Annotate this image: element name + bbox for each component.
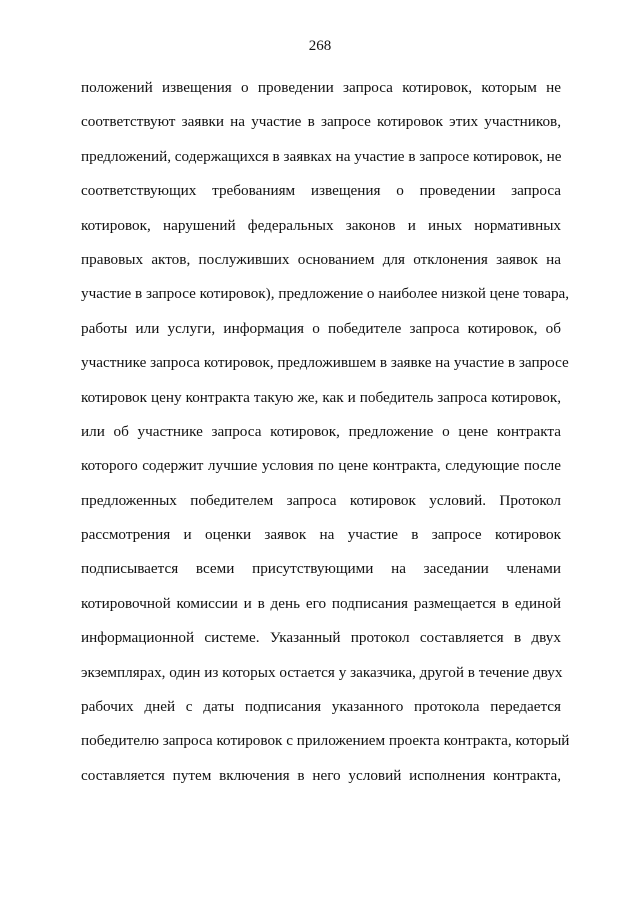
text-line: предложений, содержащихся в заявках на участие в запросе котировок, не (81, 147, 562, 165)
text-line: соответствуют заявки на участие в запросе котировок этих участников, (81, 113, 561, 131)
text-line: положений извещения о проведении запроса котировок, которым не (81, 79, 561, 96)
text-line: победителю запроса котировок с приложением проекта контракта, который (81, 732, 570, 750)
text-line: правовых актов, послуживших основанием для отклонения заявок на (81, 250, 561, 268)
text-line: информационной системе. Указанный протокол составляется в двух (81, 629, 561, 647)
text-line: рассмотрения и оценки заявок на участие в запросе котировок (81, 526, 561, 544)
text-line: или об участнике запроса котировок, предложение о цене контракта (81, 422, 561, 440)
text-line: котировок, нарушений федеральных законов и иных нормативных (81, 216, 561, 234)
text-line: участие в запросе котировок), предложение о наиболее низкой цене товара, (81, 285, 570, 303)
text-line: экземплярах, один из которых остается у заказчика, другой в течение двух (81, 663, 563, 681)
page-number: 268 (308, 38, 332, 54)
text-line: соответствующих требованиям извещения о проведении запроса (81, 182, 561, 200)
text-line: рабочих дней с даты подписания указанного протокола передается (81, 698, 561, 716)
text-line: работы или услуги, информация о победителе запроса котировок, об (81, 319, 561, 337)
text-line: которого содержит лучшие условия по цене контракта, следующие после (81, 457, 561, 475)
body-paragraph (81, 71, 570, 793)
text-line: котировочной комиссии и в день его подписания размещается в единой (81, 594, 561, 612)
text-line: составляется путем включения в него условий исполнения контракта, (81, 766, 561, 784)
text-line: подписывается всеми присутствующими на заседании членами (81, 560, 561, 578)
text-line: предложенных победителем запроса котировок условий. Протокол (81, 491, 561, 509)
text-line: участнике запроса котировок, предложившем в заявке на участие в запросе (81, 354, 569, 372)
text-line: котировок цену контракта такую же, как и победитель запроса котировок, (81, 388, 561, 406)
